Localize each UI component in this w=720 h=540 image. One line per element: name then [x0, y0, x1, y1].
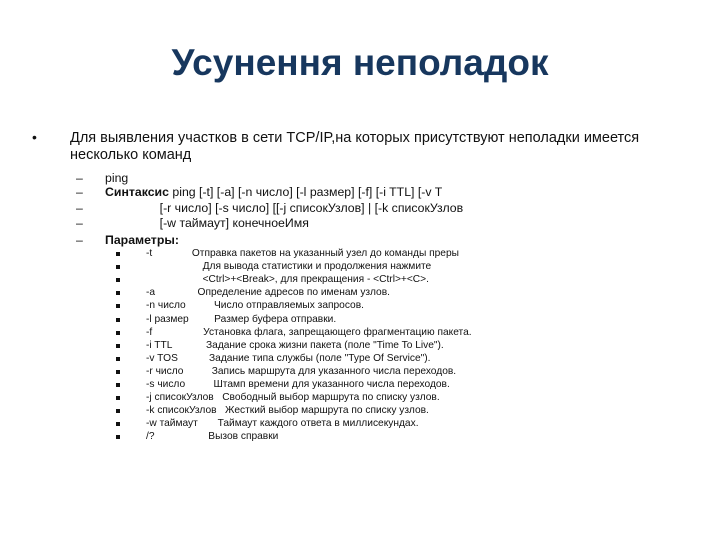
parameter-text: -v TOS Задание типа службы (поле "Type Of Service"). [146, 352, 431, 364]
square-bullet-icon [116, 278, 120, 282]
command-label: Синтаксис [105, 185, 169, 199]
square-bullet-icon [116, 357, 120, 361]
parameter-item [146, 431, 278, 443]
square-bullet-icon [116, 370, 120, 374]
parameter-text: -j списокУзлов Свободный выбор маршрута по списку узлов. [146, 392, 440, 404]
command-text: [-r число] [-s число] [[-j списокУзлов] | [-k списокУзлов [105, 201, 464, 215]
square-bullet-icon [116, 422, 120, 426]
parameter-item [146, 405, 429, 417]
parameter-text: -r число Запись маршрута для указанного числа переходов. [146, 365, 457, 377]
parameter-item [146, 379, 450, 391]
command-item [76, 171, 129, 185]
square-bullet-icon [116, 318, 120, 322]
square-bullet-icon [116, 331, 120, 335]
dash-icon: – [76, 185, 83, 199]
square-bullet-icon [116, 344, 120, 348]
command-item [76, 233, 179, 247]
parameter-text: -n число Число отправляемых запросов. [146, 300, 364, 312]
square-bullet-icon [116, 291, 120, 295]
square-bullet-icon [116, 435, 120, 439]
dash-icon: – [76, 233, 83, 247]
parameter-text: -l размер Размер буфера отправки. [146, 313, 337, 325]
parameter-item [146, 300, 364, 312]
parameter-text: -i TTL Задание срока жизни пакета (поле "Time To Live"). [146, 339, 444, 351]
intro-item [32, 129, 670, 164]
parameter-item [146, 418, 419, 430]
slide-title: Усунення неполадок [171, 42, 549, 83]
square-bullet-icon [116, 396, 120, 400]
parameter-text: <Ctrl>+<Break>, для прекращения - <Ctrl>+<C>. [146, 274, 429, 286]
parameter-text: -t Отправка пакетов на указанный узел до команды преры [146, 248, 459, 259]
square-bullet-icon [116, 304, 120, 308]
parameter-text: /? Вызов справки [146, 431, 279, 443]
parameter-text: -s число Штамп времени для указанного числа переходов. [146, 379, 450, 390]
parameter-text: -k списокУзлов Жесткий выбор маршрута по списку узлов. [146, 405, 429, 417]
parameter-item [146, 274, 429, 286]
parameter-text: -w таймаут Таймаут каждого ответа в миллисекундах. [146, 418, 419, 430]
parameter-item [146, 366, 456, 378]
parameter-item [146, 314, 336, 326]
square-bullet-icon [116, 383, 120, 387]
intro-text: Для выявления участков в сети TCP/IP,на которых присутствуют неполадки имеется несколько команд [70, 130, 640, 163]
parameter-item [146, 287, 390, 299]
dash-icon: – [76, 171, 83, 185]
parameter-text: -f Установка флага, запрещающего фрагментацию пакета. [146, 326, 472, 338]
command-label: Параметры: [105, 233, 179, 247]
dash-icon: – [76, 216, 83, 230]
command-item [76, 201, 464, 215]
parameter-item [146, 353, 431, 365]
square-bullet-icon [116, 265, 120, 269]
parameter-item [146, 340, 444, 352]
command-item [76, 185, 443, 199]
dash-icon: – [76, 201, 83, 215]
parameter-text: -a Определение адресов по именам узлов. [146, 287, 390, 299]
command-text: ping [-t] [-a] [-n число] [-l размер] [-f] [-i TTL] [-v T [168, 185, 443, 199]
parameter-item [146, 327, 472, 339]
parameter-text: Для вывода статистики и продолжения нажмите [146, 261, 432, 273]
command-text: [-w таймаут] конечноеИмя [105, 216, 309, 230]
parameter-item [146, 261, 431, 273]
parameter-item [146, 392, 440, 404]
bullet-icon: • [32, 129, 37, 145]
command-item [76, 216, 309, 230]
parameter-item [146, 248, 459, 260]
square-bullet-icon [116, 409, 120, 413]
square-bullet-icon [116, 252, 120, 256]
command-text: ping [105, 171, 129, 185]
